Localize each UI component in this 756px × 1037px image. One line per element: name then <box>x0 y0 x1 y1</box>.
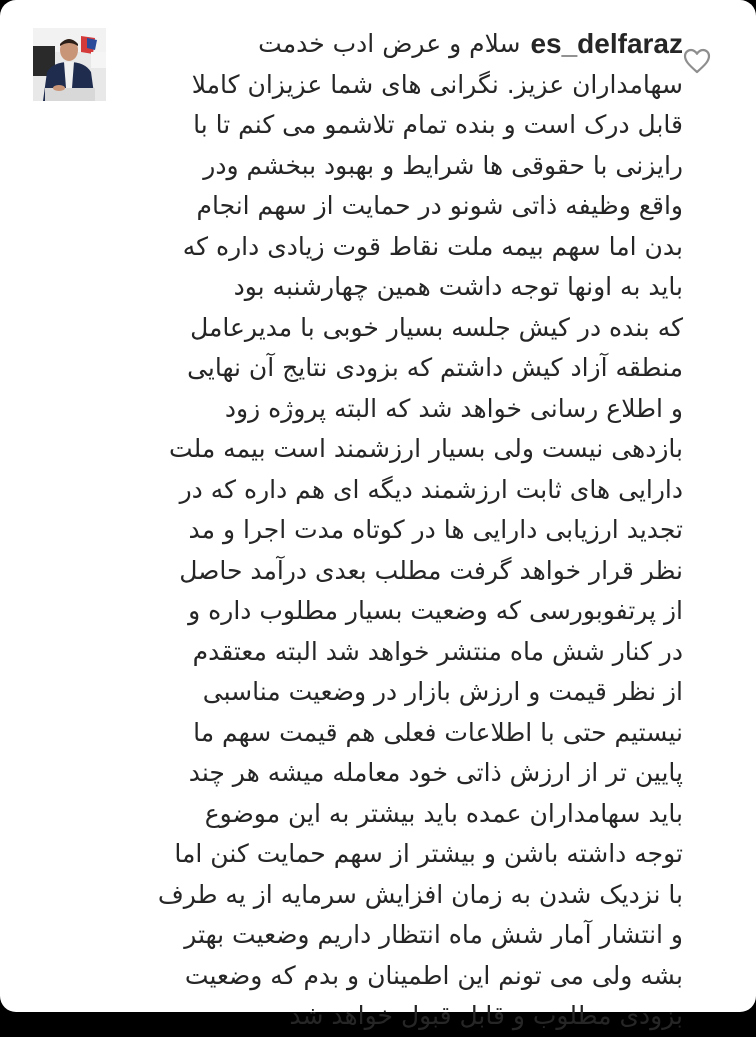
comment-text-line: و انتشار آمار شش ماه انتظار داریم وضعیت بهتر <box>184 920 683 949</box>
comment-text-line: با نزدیک شدن به زمان افزایش سرمایه از یه طرف <box>157 879 683 909</box>
comment-text-line: سلام و عرض ادب خدمت <box>258 29 521 58</box>
comment-text-line: پایین تر از ارزش ذاتی خود معامله میشه هر چند <box>188 758 683 787</box>
comment-first-line <box>100 24 683 65</box>
comment-text-line: باید سهامداران عمده باید بیشتر به این موضوع <box>204 798 683 828</box>
comment-text-line: سهامداران عزیز. نگرانی های شما عزیزان کاملا <box>191 69 683 99</box>
comment-text-line: واقع وظیفه ذاتی شونو در حمایت از سهم انجام <box>196 191 683 220</box>
avatar-photo <box>33 28 106 101</box>
comment-text-line: بزودی مطلوب و قابل قبول خواهد شد <box>289 1001 683 1030</box>
comment-text-line: بشه ولی می تونم این اطمینان و بدم که وضعیت <box>184 960 683 990</box>
comment-text-line: تجدید ارزیابی دارایی ها در کوتاه مدت اجرا و مد <box>188 515 683 544</box>
comment-text-line: دارایی های ثابت ارزشمند دیگه ای هم داره که در <box>179 474 683 504</box>
comment-text-line: که بنده در کیش جلسه بسیار خوبی با مدیرعامل <box>190 312 683 342</box>
profile-avatar[interactable] <box>33 28 106 101</box>
heart-outline-icon <box>683 48 711 74</box>
comment-text-line: از نظر قیمت و ارزش بازار در وضعیت مناسبی <box>202 677 683 706</box>
comment-text-line: نظر قرار خواهد گرفت مطلب بعدی درآمد حاصل <box>179 555 683 585</box>
comment-text-line: نیستیم حتی با اطلاعات فعلی هم قیمت سهم ما <box>193 717 683 747</box>
comment-text-line: باید به اونها توجه داشت همین چهارشنبه بود <box>233 272 683 301</box>
comment-text-line: و اطلاع رسانی خواهد شد که البته پروژه زود <box>224 393 683 423</box>
comment-text-line: منطقه آزاد کیش داشتم که بزودی نتایج آن نهایی <box>187 353 683 382</box>
comment-text-line: توجه داشته باشن و بیشتر از سهم حمایت کنن اما <box>174 839 683 868</box>
comment-body <box>100 24 683 1037</box>
comment-text-line: بدن اما سهم بیمه ملت نقاط قوت زیادی داره که <box>182 231 683 261</box>
comment-text-line: در کنار شش ماه منتشر خواهد شد البته معتقدم <box>192 636 683 666</box>
comment-text-line: رایزنی با حقوقی ها شرایط و بهبود ببخشم ودر <box>203 150 683 180</box>
like-button[interactable] <box>683 48 711 74</box>
username-link[interactable]: es_delfaraz <box>530 28 683 59</box>
comment-text-line: قابل درک است و بنده تمام تلاشمو می کنم تا با <box>193 110 683 139</box>
comment-text-line: از پرتفوبورسی که وضعیت بسیار مطلوب داره و <box>188 596 683 625</box>
comment-text-line: بازدهی نیست ولی بسیار ارزشمند است بیمه ملت <box>169 434 683 463</box>
